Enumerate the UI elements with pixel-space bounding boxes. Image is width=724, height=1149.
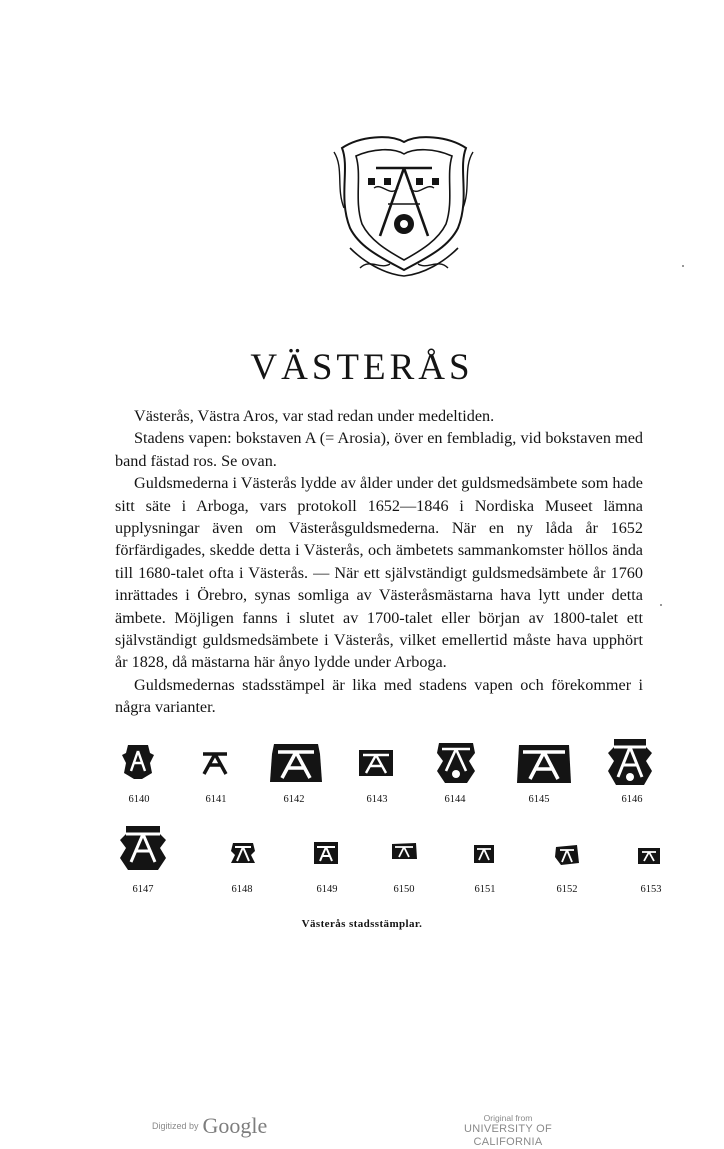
stamp-number: 6152: [556, 884, 578, 895]
stamp-number: 6140: [128, 794, 150, 805]
original-source-watermark: [438, 1113, 578, 1149]
stamp-6150-icon: [390, 841, 418, 861]
paragraph: Stadens vapen: bokstaven A (= Arosia), över en fembladig, vid bokstaven med band fästad ros. Se ovan.: [115, 429, 643, 470]
stamp-number: 6146: [621, 794, 643, 805]
stamp-6153-icon: [636, 846, 662, 866]
stamp-6148-icon: [229, 841, 257, 865]
digitized-by-watermark: [152, 1113, 267, 1139]
stamp-number: 6149: [316, 884, 338, 895]
stamp-6152-icon: [553, 843, 581, 867]
stamp-number: 6150: [393, 884, 415, 895]
paragraph: Guldsmederna i Västerås lydde av ålder under det guldsmedsämbete som hade sitt säte i Arboga, vars protokoll 1652—1846 i Nordiska Museet lämna upplysningar även om Västeråsguldsmederna. När en ny låda år 1652 förfärdigades, skedde detta i Västerås, och ämbetets sammankomster höllos ända till 1680-talet ofta i Västerås. — När ett självständigt guldsmedsämbete år 1760 inrättades i Örebro, synas somliga av Västeråsmästarna hava lytt under detta ämbete. Möjligen fanns i slutet av 1700-talet eller början av 1800-talet ett självständigt guldsmedsämbete i Västerås, vilket emellertid måste hava upphört år 1828, då mästarna här ånyo lydde under Arboga.: [115, 474, 643, 672]
scan-speck: [660, 604, 662, 606]
stamp-6146-icon: [606, 737, 654, 789]
figure-caption: Västerås stadsstämplar.: [301, 918, 423, 930]
stamp-6144-icon: [433, 741, 479, 785]
body-text: [115, 405, 643, 719]
stamp-number: 6148: [231, 884, 253, 895]
stamp-6149-icon: [312, 840, 340, 866]
stamp-number: 6144: [444, 794, 466, 805]
page-title: VÄSTERÅS: [250, 347, 474, 388]
coat-of-arms-crest-icon: [330, 128, 477, 278]
stamp-number: 6143: [366, 794, 388, 805]
stamp-number: 6147: [132, 884, 154, 895]
stamp-6143-icon: [357, 748, 395, 778]
paragraph: Västerås, Västra Aros, var stad redan under medeltiden.: [134, 407, 495, 425]
stamp-6141-icon: [200, 750, 230, 776]
stamp-number: 6145: [528, 794, 550, 805]
google-wordmark: Google: [202, 1113, 268, 1138]
digitized-by-label: Digitized by: [152, 1121, 199, 1131]
stamp-6145-icon: [515, 741, 573, 785]
institution-label: UNIVERSITY OF CALIFORNIA: [463, 1123, 553, 1148]
scan-speck: [682, 265, 684, 267]
original-from-label: Original from: [483, 1113, 533, 1123]
stamp-number: 6141: [205, 794, 227, 805]
stamp-6140-icon: [120, 743, 156, 781]
stamp-number: 6142: [283, 794, 305, 805]
paragraph: Guldsmedernas stadsstämpel är lika med stadens vapen och förekommer i några varianter.: [115, 675, 643, 717]
stamp-number: 6153: [640, 884, 662, 895]
stamp-6142-icon: [268, 742, 324, 784]
stamp-number: 6151: [474, 884, 496, 895]
stamp-6151-icon: [472, 843, 496, 865]
stamp-6147-icon: [118, 824, 168, 872]
